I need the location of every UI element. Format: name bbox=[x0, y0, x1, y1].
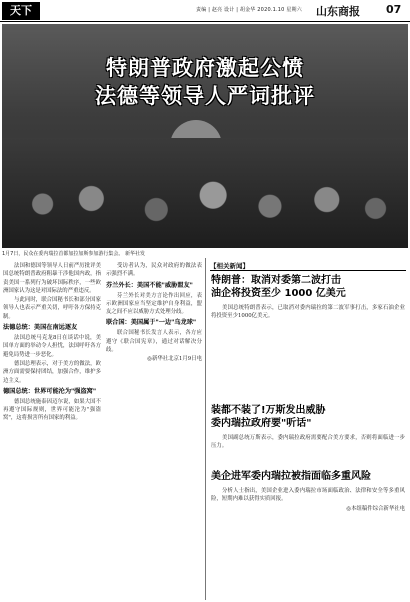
lead-photo bbox=[2, 24, 408, 248]
paragraph: 德国总统施泰因迈尔说，如果大国不再遵守国际规则，世界可能沦为"强盗窝"，这将损害所有国家的利益。 bbox=[3, 398, 101, 422]
page-header bbox=[0, 0, 410, 22]
related-rule bbox=[210, 270, 406, 271]
paragraph: 与此同时，联合国秘书长和部分国家领导人也表示严重关切，呼吁各方保持克制。 bbox=[3, 297, 101, 320]
subhead: 联合国：美国属于"一边"乌龙球" bbox=[106, 319, 197, 327]
paragraph: 德国总理表示，对于美方的做法，欧洲方面需要保持团结，加强合作，维护多边主义。 bbox=[3, 360, 101, 384]
crowd-image bbox=[2, 138, 408, 248]
article-column-2 bbox=[106, 262, 202, 364]
story2-body bbox=[211, 434, 405, 452]
page-number: 07 bbox=[386, 3, 402, 16]
subhead: 法德总统：美国在南远逐友 bbox=[3, 324, 78, 332]
article-column-1 bbox=[3, 262, 101, 424]
subhead: 芬兰外长：美国不能"威胁盟友" bbox=[106, 281, 193, 289]
paragraph: 分析人士指出，美国企业进入委内瑞拉市场面临政治、法律和安全等多重风险，短期内难以获得实质回报。 bbox=[211, 488, 405, 503]
story1-title-line2: 油企将投资至少 1000 亿美元 bbox=[211, 288, 346, 299]
section-tag: 天下 bbox=[2, 2, 40, 20]
byline: ◎本组稿件综合新华社电 bbox=[346, 505, 405, 512]
column-divider bbox=[205, 258, 206, 600]
byline: ◎新华社北京1月9日电 bbox=[147, 356, 202, 363]
newspaper-brand: 山东商报 bbox=[316, 5, 360, 18]
story1-body bbox=[211, 304, 405, 322]
headline-line2: 法德等领导人严词批评 bbox=[95, 84, 315, 108]
paragraph: 受访者认为，民众对政府的做法表示强烈不满。 bbox=[106, 263, 202, 278]
story3-body bbox=[211, 487, 405, 513]
date-line: 责编 | 赵亮 设计 | 胡金华 2020.1.10 星期六 bbox=[196, 7, 302, 13]
paragraph: 法国总统马克龙8日在谈话中说，美国单方面的举动令人担忧，法国呼吁各方避免局势进一步恶化。 bbox=[3, 335, 101, 358]
headline-line1: 特朗普政府激起公愤 bbox=[106, 56, 304, 80]
paragraph: 美国副总统万斯表示，委内瑞拉政府需要配合美方要求，否则将面临进一步压力。 bbox=[211, 435, 405, 450]
photo-caption: 1月7日，民众在委内瑞拉首都加拉加斯参加游行集会。 新华社发 bbox=[2, 251, 145, 257]
story2-title-line1: 装都不装了!万斯发出威胁 bbox=[211, 405, 326, 416]
subhead: 德国总统：世界可能沦为"强盗窝" bbox=[3, 387, 97, 395]
paragraph: 联合国秘书长发言人表示，各方应遵守《联合国宪章》，通过对话解决分歧。 bbox=[106, 330, 202, 354]
paragraph: 法国和德国等领导人日前严厉批评美国总统特朗普政府粗暴干涉他国内政，指责美国一系列行为破坏国际秩序，一些欧洲国家认为这是对国际法的严重违反。 bbox=[3, 263, 101, 294]
story2-title-line2: 委内瑞拉政府要"听话" bbox=[211, 418, 312, 429]
story1-title-line1: 特朗普：取消对委第二波打击 bbox=[211, 275, 341, 286]
paragraph: 美国总统特朗普表示，已取消对委内瑞拉的第二波军事打击，多家石油企业将投资至少1000亿美元。 bbox=[211, 305, 405, 320]
story3-title: 美企进军委内瑞拉被指面临多重风险 bbox=[211, 471, 371, 482]
related-news-tag: 【相关新闻】 bbox=[210, 262, 249, 270]
paragraph: 芬兰外长对美方言论作出回应，表示欧洲国家应当坚定维护自身利益，盟友之间不应以威胁方式处理分歧。 bbox=[106, 292, 202, 316]
